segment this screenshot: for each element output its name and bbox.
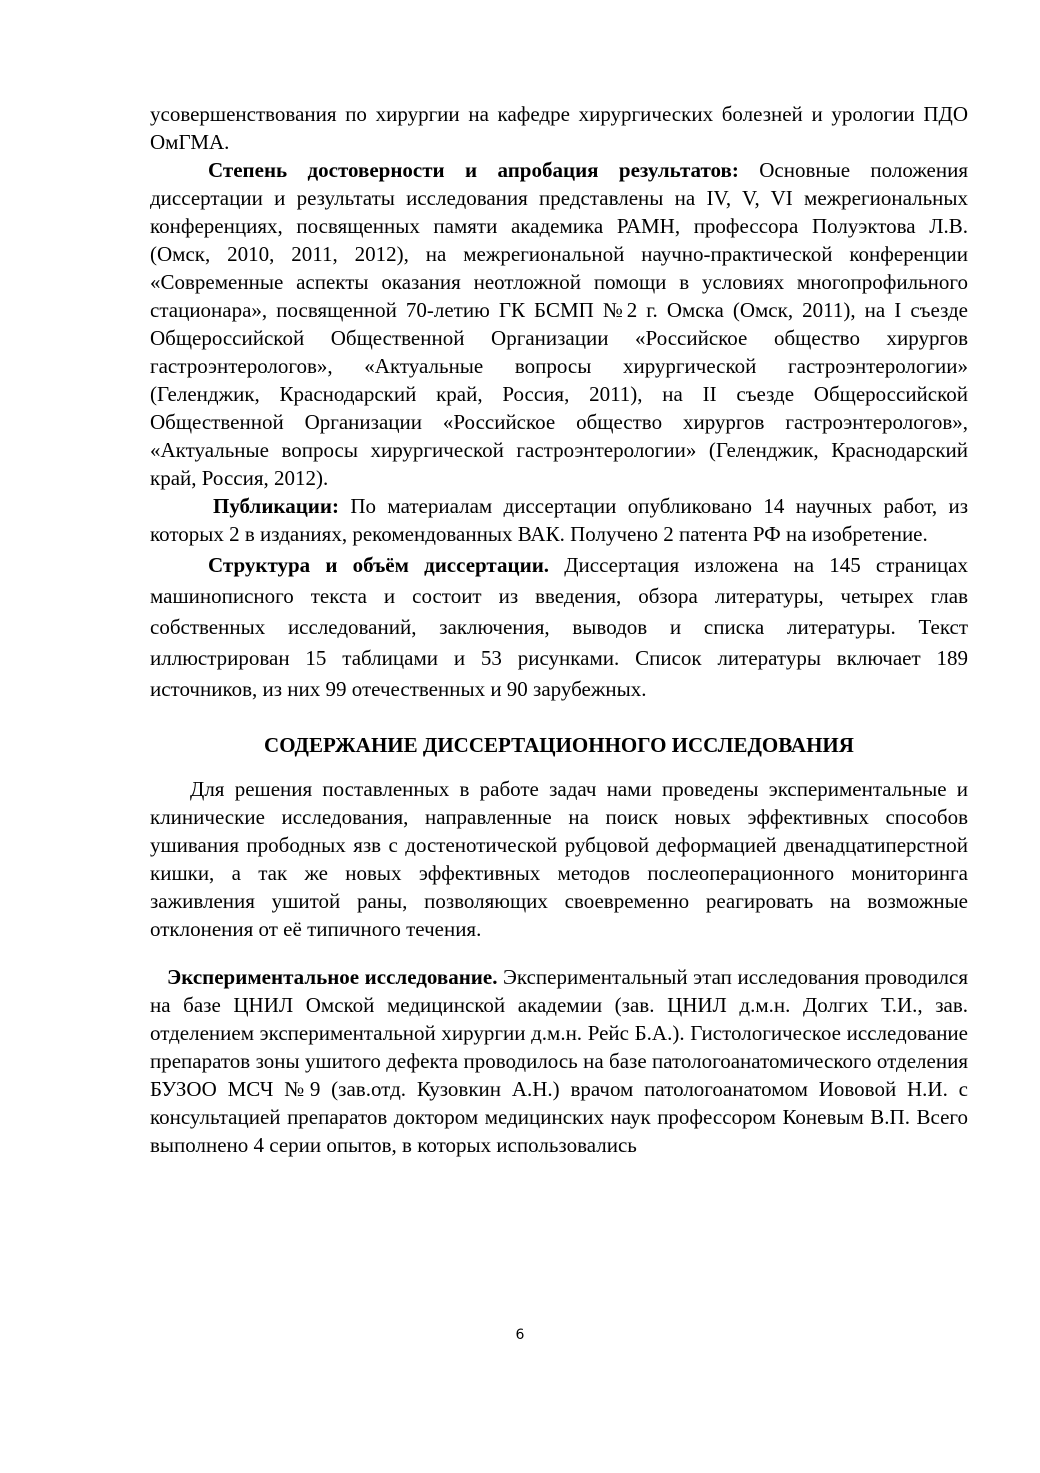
paragraph-lead-bold: Степень достоверности и апробация результатов:	[208, 158, 739, 182]
paragraph-lead-bold: Структура и объём диссертации.	[208, 553, 550, 577]
paragraph-text: Диссертация изложена на 145 страницах машинописного текста и состоит из введения, обзора литературы, четырех глав собственных исследований, заключения, выводов и списка литературы. Текст иллюстрирован 15 таблицами и 53 рисунками. Список литературы включает 189 источников, из них 99 отечественных и 90 зарубежных.	[150, 553, 969, 701]
paragraph-research-overview	[150, 775, 968, 943]
paragraph-training-continuation	[150, 100, 968, 156]
section-heading: СОДЕРЖАНИЕ ДИССЕРТАЦИОННОГО ИССЛЕДОВАНИЯ	[264, 733, 854, 757]
page-number: 6	[515, 1327, 525, 1343]
paragraph-experimental-study	[150, 963, 968, 1159]
section-heading-wrap	[150, 731, 968, 759]
paragraph-text: усовершенствования по хирургии на кафедре хирургических болезней и урологии ПДО ОмГМА.	[150, 102, 968, 154]
paragraph-reliability-approbation	[150, 156, 968, 492]
paragraph-text: По материалам диссертации опубликовано 14 научных работ, из которых 2 в изданиях, рекомендованных ВАК. Получено 2 патента РФ на изобретение.	[150, 494, 968, 546]
paragraph-text: Основные положения диссертации и результаты исследования представлены на IV, V, VI межрегиональных конференциях, посвященных памяти академика РАМН, профессора Полуэктова Л.В. (Омск, 2010, 2011, 2012), на межрегиональной научно-практической конференции «Современные аспекты оказания неотложной помощи в условиях многопрофильного стационара», посвященной 70-летию ГК БСМП №2 г. Омска (Омск, 2011), на I съезде Общероссийской Общественной Организации «Российское общество хирургов гастроэнтерологов», «Актуальные вопросы хирургической гастроэнтерологии» (Геленджик, Краснодарский край, Россия, 2011), на II съезде Общероссийской Общественной Организации «Российское общество хирургов гастроэнтерологов», «Актуальные вопросы хирургической гастроэнтерологии» (Геленджик, Краснодарский край, Россия, 2012).	[150, 158, 969, 490]
paragraph-structure-volume	[150, 550, 968, 705]
document-page	[150, 100, 968, 1159]
paragraph-publications	[150, 492, 968, 548]
paragraph-text: Для решения поставленных в работе задач нами проведены экспериментальные и клинические исследования, направленные на поиск новых эффективных способов ушивания прободных язв с достенотической рубцовой деформацией двенадцатиперстной кишки, а так же новых эффективных методов послеоперационного мониторинга заживления ушитой раны, позволяющих своевременно реагировать на возможные отклонения от её типичного течения.	[150, 777, 968, 941]
paragraph-lead-bold: Публикации:	[213, 494, 339, 518]
paragraph-lead-bold: Экспериментальное исследование.	[167, 965, 498, 989]
paragraph-text: Экспериментальный этап исследования проводился на базе ЦНИЛ Омской медицинской академии (зав. ЦНИЛ д.м.н. Долгих Т.И., зав. отделением экспериментальной хирургии д.м.н. Рейс Б.А.). Гистологическое исследование препаратов зоны ушитого дефекта проводилось на базе патологоанатомического отделения БУЗОО МСЧ №9 (зав.отд. Кузовкин А.Н.) врачом патологоанатомом Иововой Н.И. с консультацией препаратов доктором медицинских наук профессором Коневым В.П. Всего выполнено 4 серии опытов, в которых использовались	[150, 965, 968, 1157]
